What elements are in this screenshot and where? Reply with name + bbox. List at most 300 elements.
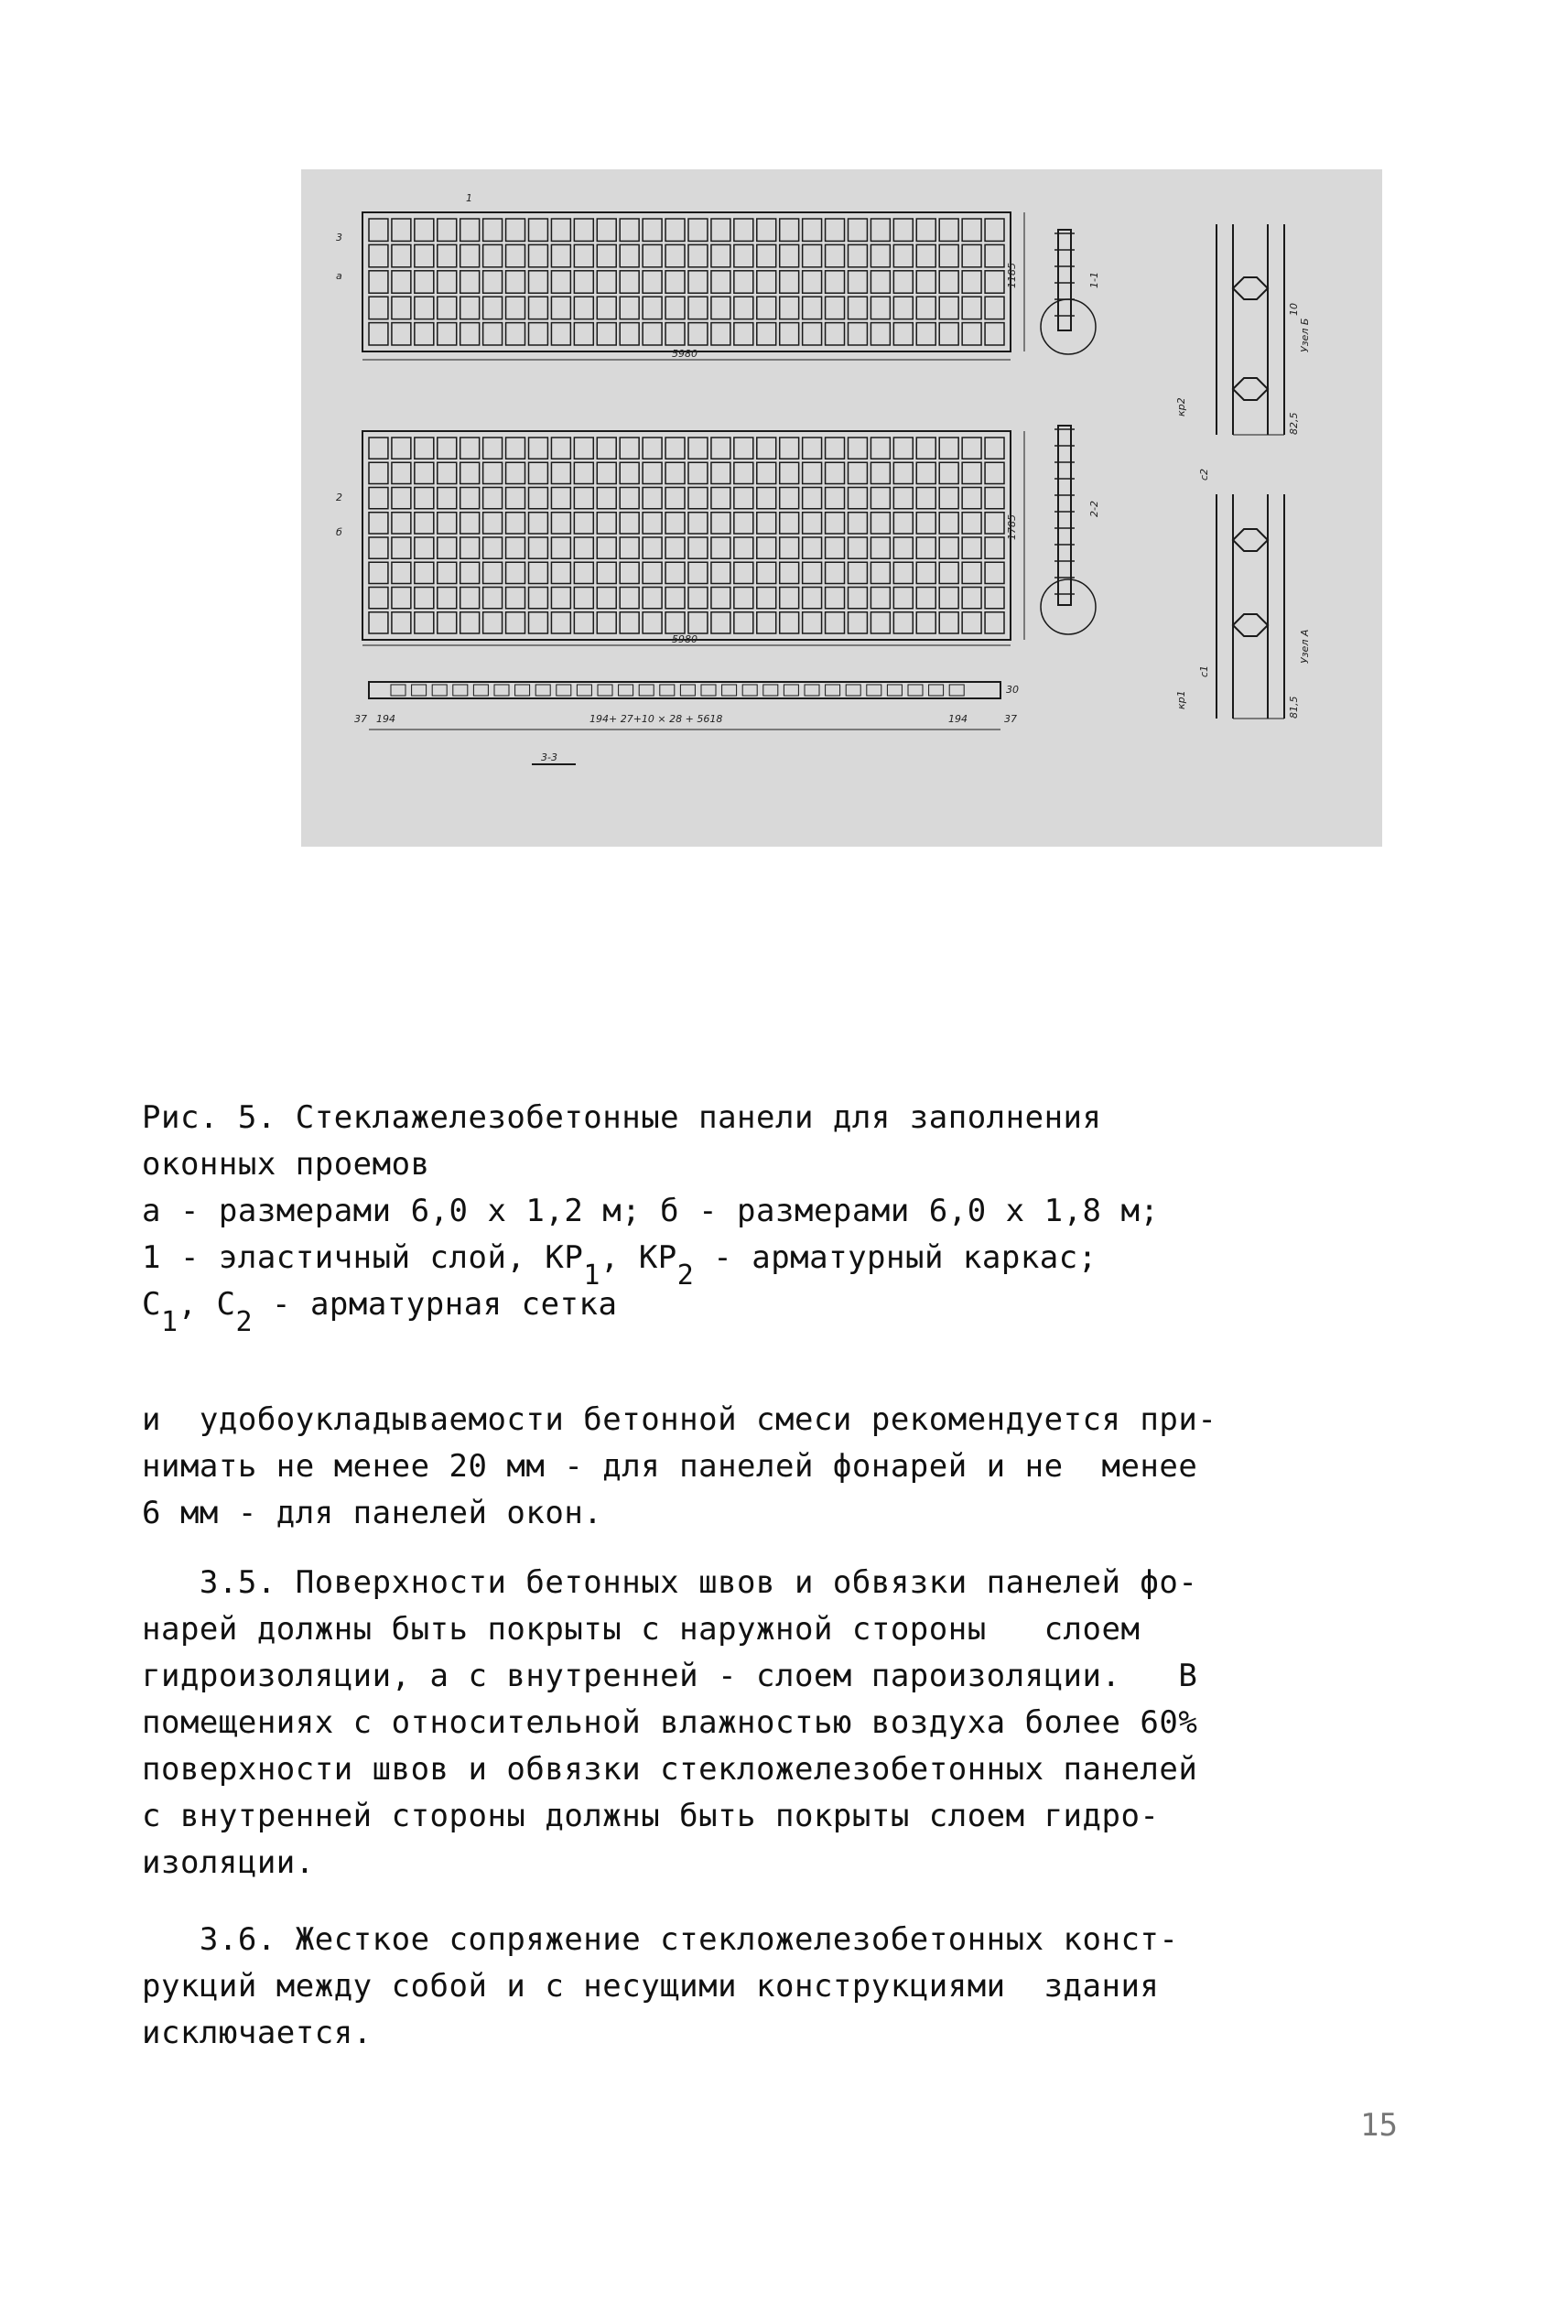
glass-block xyxy=(688,462,708,483)
glass-block xyxy=(826,462,845,483)
glass-block xyxy=(392,588,411,609)
glass-block xyxy=(893,244,913,266)
glass-block xyxy=(665,562,685,583)
glass-block xyxy=(483,244,503,266)
strip-cell xyxy=(598,685,612,696)
node-b-circle xyxy=(1041,299,1096,354)
strip-cell xyxy=(535,685,550,696)
glass-block xyxy=(483,271,503,293)
glass-block xyxy=(757,297,776,319)
glass-block xyxy=(551,438,570,459)
glass-block xyxy=(574,612,593,633)
glass-block xyxy=(665,537,685,558)
glass-block xyxy=(574,297,593,319)
glass-block xyxy=(643,297,662,319)
glass-block xyxy=(551,537,570,558)
glass-block xyxy=(620,537,639,558)
glass-block xyxy=(757,219,776,241)
glass-block xyxy=(597,297,616,319)
strip-cell xyxy=(701,685,716,696)
glass-block xyxy=(574,537,593,558)
glass-block xyxy=(780,438,799,459)
para2-line-2: нарей должны быть покрыты с наружной стороны слоем xyxy=(142,1611,1141,1648)
glass-block xyxy=(415,438,434,459)
glass-block xyxy=(551,488,570,509)
glass-block xyxy=(962,588,981,609)
glass-block xyxy=(506,462,525,483)
label-1-top: 1 xyxy=(466,192,472,204)
glass-block xyxy=(962,438,981,459)
glass-block xyxy=(826,562,845,583)
glass-block xyxy=(780,244,799,266)
para1-line-3: 6 мм - для панелей окон. xyxy=(142,1495,603,1531)
para2-line-7: изоляции. xyxy=(142,1844,315,1881)
glass-block xyxy=(939,537,958,558)
glass-block xyxy=(962,271,981,293)
glass-block xyxy=(803,537,822,558)
glass-block xyxy=(597,537,616,558)
glass-block xyxy=(780,488,799,509)
glass-block xyxy=(711,537,730,558)
glass-block xyxy=(849,513,868,534)
glass-block xyxy=(871,462,890,483)
glass-block xyxy=(551,271,570,293)
glass-block xyxy=(506,438,525,459)
glass-block xyxy=(369,438,388,459)
strip-cell xyxy=(887,685,902,696)
dim-5980-b: 5980 xyxy=(672,633,697,645)
glass-block xyxy=(620,297,639,319)
glass-block xyxy=(871,323,890,345)
glass-block xyxy=(529,323,548,345)
glass-block xyxy=(392,438,411,459)
glass-block xyxy=(916,462,935,483)
glass-block xyxy=(871,271,890,293)
glass-block xyxy=(688,297,708,319)
glass-block xyxy=(962,462,981,483)
glass-block xyxy=(460,488,480,509)
glass-block xyxy=(688,537,708,558)
glass-block xyxy=(962,297,981,319)
glass-block xyxy=(871,297,890,319)
glass-block xyxy=(392,612,411,633)
glass-block xyxy=(529,219,548,241)
glass-block xyxy=(597,462,616,483)
glass-block xyxy=(849,612,868,633)
strip-cell xyxy=(639,685,654,696)
glass-block xyxy=(871,244,890,266)
glass-block xyxy=(803,488,822,509)
dim-10: 10 xyxy=(1288,303,1300,316)
glass-block xyxy=(369,244,388,266)
glass-block xyxy=(757,562,776,583)
glass-block xyxy=(506,588,525,609)
glass-block xyxy=(962,513,981,534)
glass-block xyxy=(483,438,503,459)
glass-block xyxy=(438,537,457,558)
dim-1785: 1785 xyxy=(1006,514,1018,540)
glass-block xyxy=(711,219,730,241)
dim-1185: 1185 xyxy=(1006,263,1018,288)
glass-block xyxy=(597,513,616,534)
glass-block xyxy=(871,513,890,534)
glass-block xyxy=(826,438,845,459)
glass-block xyxy=(665,323,685,345)
glass-block xyxy=(392,244,411,266)
glass-block xyxy=(711,488,730,509)
dim-30: 30 xyxy=(1006,684,1019,696)
glass-block xyxy=(529,244,548,266)
glass-block xyxy=(506,612,525,633)
glass-block xyxy=(893,562,913,583)
glass-block xyxy=(757,612,776,633)
glass-block xyxy=(369,588,388,609)
glass-block xyxy=(460,537,480,558)
para2-line-1: 3.5. Поверхности бетонных швов и обвязки панелей фо- xyxy=(142,1564,1198,1601)
glass-block xyxy=(438,271,457,293)
glass-block xyxy=(597,271,616,293)
glass-block xyxy=(893,537,913,558)
glass-block xyxy=(438,612,457,633)
glass-block xyxy=(871,438,890,459)
glass-block xyxy=(574,513,593,534)
glass-block xyxy=(916,612,935,633)
glass-block xyxy=(757,438,776,459)
glass-block xyxy=(780,612,799,633)
para2-line-5: поверхности швов и обвязки стекложелезобетонных панелей xyxy=(142,1751,1198,1788)
glass-block xyxy=(665,271,685,293)
glass-block xyxy=(597,438,616,459)
glass-block xyxy=(734,513,753,534)
section-1-1-label: 1-1 xyxy=(1088,272,1100,288)
glass-block xyxy=(826,513,845,534)
glass-block xyxy=(574,271,593,293)
glass-block xyxy=(643,488,662,509)
strip-cell xyxy=(619,685,633,696)
glass-block xyxy=(803,297,822,319)
glass-block xyxy=(985,297,1004,319)
glass-block xyxy=(620,462,639,483)
para1-line-1: и удобоукладываемости бетонной смеси рекомендуется при- xyxy=(142,1401,1217,1438)
glass-block xyxy=(551,612,570,633)
para2-line-4: помещениях с относительной влажностью воздуха более 60% xyxy=(142,1704,1198,1741)
dim-37-right: 37 xyxy=(1004,713,1017,725)
strip-cell xyxy=(412,685,427,696)
glass-block xyxy=(916,537,935,558)
label-kr2: кр2 xyxy=(1175,397,1187,416)
glass-block xyxy=(939,588,958,609)
glass-block xyxy=(849,323,868,345)
glass-block xyxy=(962,488,981,509)
glass-block xyxy=(711,271,730,293)
strip-cell xyxy=(722,685,737,696)
strip-cell xyxy=(929,685,944,696)
glass-block xyxy=(962,537,981,558)
glass-block xyxy=(369,513,388,534)
glass-block xyxy=(438,323,457,345)
glass-block xyxy=(734,588,753,609)
glass-block xyxy=(939,562,958,583)
glass-block xyxy=(734,244,753,266)
glass-block xyxy=(620,488,639,509)
glass-block xyxy=(483,612,503,633)
glass-block xyxy=(734,462,753,483)
glass-block xyxy=(893,488,913,509)
glass-block xyxy=(871,612,890,633)
glass-block xyxy=(483,537,503,558)
glass-block xyxy=(460,219,480,241)
glass-block xyxy=(757,537,776,558)
strip-cell xyxy=(391,685,406,696)
glass-block xyxy=(893,462,913,483)
glass-block xyxy=(460,513,480,534)
glass-block xyxy=(483,488,503,509)
glass-block xyxy=(438,588,457,609)
glass-block xyxy=(916,323,935,345)
strip-cell xyxy=(660,685,675,696)
glass-block xyxy=(985,488,1004,509)
glass-block xyxy=(643,244,662,266)
glass-block xyxy=(369,612,388,633)
glass-block xyxy=(369,219,388,241)
strip-cell xyxy=(432,685,447,696)
strip-cell xyxy=(515,685,530,696)
label-3-a: 3 xyxy=(336,232,342,243)
glass-block xyxy=(962,323,981,345)
para3-line-3: исключается. xyxy=(142,2015,373,2051)
section-3-3: 3-3 xyxy=(541,751,557,763)
glass-block xyxy=(415,297,434,319)
glass-block xyxy=(506,271,525,293)
glass-block xyxy=(551,219,570,241)
glass-block xyxy=(803,323,822,345)
glass-block xyxy=(506,297,525,319)
label-c2: с2 xyxy=(1198,468,1210,481)
glass-block xyxy=(506,323,525,345)
glass-block xyxy=(939,438,958,459)
glass-block xyxy=(757,271,776,293)
glass-block xyxy=(665,488,685,509)
dim-194-right: 194 xyxy=(948,713,968,725)
glass-block xyxy=(392,219,411,241)
label-kr1: кр1 xyxy=(1175,690,1187,709)
glass-block xyxy=(780,588,799,609)
glass-block xyxy=(551,562,570,583)
glass-block xyxy=(849,488,868,509)
caption-line-1: Рис. 5. Стеклажелезобетонные панели для заполнения xyxy=(142,1099,1102,1136)
glass-block xyxy=(893,219,913,241)
dim-815: 81,5 xyxy=(1288,696,1300,719)
glass-block xyxy=(392,537,411,558)
para3-line-2: рукций между собой и с несущими конструкциями здания xyxy=(142,1968,1160,2005)
glass-block xyxy=(597,562,616,583)
glass-block xyxy=(369,537,388,558)
glass-block xyxy=(438,244,457,266)
glass-block xyxy=(620,588,639,609)
glass-block xyxy=(985,612,1004,633)
strip-cell xyxy=(908,685,923,696)
glass-block xyxy=(871,219,890,241)
glass-block xyxy=(826,244,845,266)
glass-block xyxy=(916,488,935,509)
glass-block xyxy=(506,513,525,534)
glass-block xyxy=(849,297,868,319)
glass-block xyxy=(415,488,434,509)
glass-block xyxy=(803,438,822,459)
label-c1: с1 xyxy=(1198,665,1210,677)
glass-block xyxy=(962,612,981,633)
glass-block xyxy=(415,562,434,583)
glass-block xyxy=(734,271,753,293)
glass-block xyxy=(826,488,845,509)
strip-cell xyxy=(494,685,509,696)
glass-block xyxy=(643,271,662,293)
glass-block xyxy=(757,323,776,345)
glass-block xyxy=(460,588,480,609)
strip-cell xyxy=(473,685,488,696)
glass-block xyxy=(392,297,411,319)
glass-block xyxy=(734,488,753,509)
glass-block xyxy=(415,271,434,293)
glass-block xyxy=(826,588,845,609)
glass-block xyxy=(665,588,685,609)
para2-line-3: гидроизоляции, а с внутренней - слоем пароизоляции. В xyxy=(142,1658,1198,1694)
glass-block xyxy=(849,588,868,609)
glass-block xyxy=(483,323,503,345)
glass-block xyxy=(893,323,913,345)
strip-cell xyxy=(763,685,778,696)
glass-block xyxy=(711,462,730,483)
glass-block xyxy=(597,219,616,241)
glass-block xyxy=(711,562,730,583)
glass-block xyxy=(780,462,799,483)
strip-cell xyxy=(680,685,695,696)
glass-block xyxy=(460,438,480,459)
glass-block xyxy=(506,219,525,241)
glass-block xyxy=(483,219,503,241)
glass-block xyxy=(620,438,639,459)
glass-block xyxy=(916,588,935,609)
glass-block xyxy=(826,612,845,633)
glass-block xyxy=(962,562,981,583)
glass-block xyxy=(574,244,593,266)
glass-block xyxy=(483,562,503,583)
glass-block xyxy=(483,588,503,609)
panel-a-grid xyxy=(369,219,1004,345)
glass-block xyxy=(916,562,935,583)
glass-block xyxy=(643,537,662,558)
glass-block xyxy=(574,438,593,459)
glass-block xyxy=(688,513,708,534)
para3-line-1: 3.6. Жесткое сопряжение стекложелезобетонных конст- xyxy=(142,1921,1179,1958)
glass-block xyxy=(803,244,822,266)
glass-block xyxy=(529,513,548,534)
glass-block xyxy=(529,271,548,293)
glass-block xyxy=(849,438,868,459)
strip-cell xyxy=(742,685,757,696)
glass-block xyxy=(985,588,1004,609)
glass-block xyxy=(711,588,730,609)
glass-block xyxy=(369,562,388,583)
glass-block xyxy=(734,219,753,241)
glass-block xyxy=(643,438,662,459)
glass-block xyxy=(916,244,935,266)
glass-block xyxy=(643,462,662,483)
label-node-a: Узел А xyxy=(1299,629,1311,664)
glass-block xyxy=(871,537,890,558)
glass-block xyxy=(939,462,958,483)
glass-block xyxy=(849,271,868,293)
dim-37-left: 37 xyxy=(354,713,367,725)
glass-block xyxy=(688,488,708,509)
glass-block xyxy=(803,612,822,633)
glass-block xyxy=(803,219,822,241)
glass-block xyxy=(803,513,822,534)
glass-block xyxy=(757,513,776,534)
glass-block xyxy=(438,513,457,534)
page-number: 15 xyxy=(1360,2107,1398,2144)
glass-block xyxy=(985,438,1004,459)
glass-block xyxy=(871,562,890,583)
glass-block xyxy=(780,562,799,583)
glass-block xyxy=(893,297,913,319)
glass-block xyxy=(985,271,1004,293)
glass-block xyxy=(734,297,753,319)
glass-block xyxy=(529,537,548,558)
glass-block xyxy=(551,297,570,319)
glass-block xyxy=(803,271,822,293)
glass-block xyxy=(574,488,593,509)
glass-block xyxy=(780,323,799,345)
figure-drawing xyxy=(301,169,1382,847)
glass-block xyxy=(460,323,480,345)
glass-block xyxy=(939,323,958,345)
glass-block xyxy=(529,462,548,483)
glass-block xyxy=(551,244,570,266)
glass-block xyxy=(551,462,570,483)
glass-block xyxy=(574,562,593,583)
glass-block xyxy=(939,244,958,266)
glass-block xyxy=(688,438,708,459)
glass-block xyxy=(529,588,548,609)
glass-block xyxy=(985,562,1004,583)
glass-block xyxy=(529,612,548,633)
glass-block xyxy=(916,297,935,319)
panel-b-grid xyxy=(369,438,1004,633)
glass-block xyxy=(460,612,480,633)
strip-cell xyxy=(826,685,840,696)
label-node-b: Узел Б xyxy=(1299,318,1311,352)
glass-block xyxy=(643,562,662,583)
glass-block xyxy=(893,588,913,609)
glass-block xyxy=(392,488,411,509)
node-a-circle xyxy=(1041,579,1096,634)
strip-cell xyxy=(784,685,798,696)
glass-block xyxy=(780,297,799,319)
glass-block xyxy=(529,297,548,319)
glass-block xyxy=(665,297,685,319)
glass-block xyxy=(849,537,868,558)
glass-block xyxy=(369,297,388,319)
glass-block xyxy=(529,438,548,459)
glass-block xyxy=(415,323,434,345)
glass-block xyxy=(711,612,730,633)
glass-block xyxy=(734,438,753,459)
glass-block xyxy=(415,537,434,558)
glass-block xyxy=(392,513,411,534)
glass-block xyxy=(483,513,503,534)
glass-block xyxy=(893,438,913,459)
